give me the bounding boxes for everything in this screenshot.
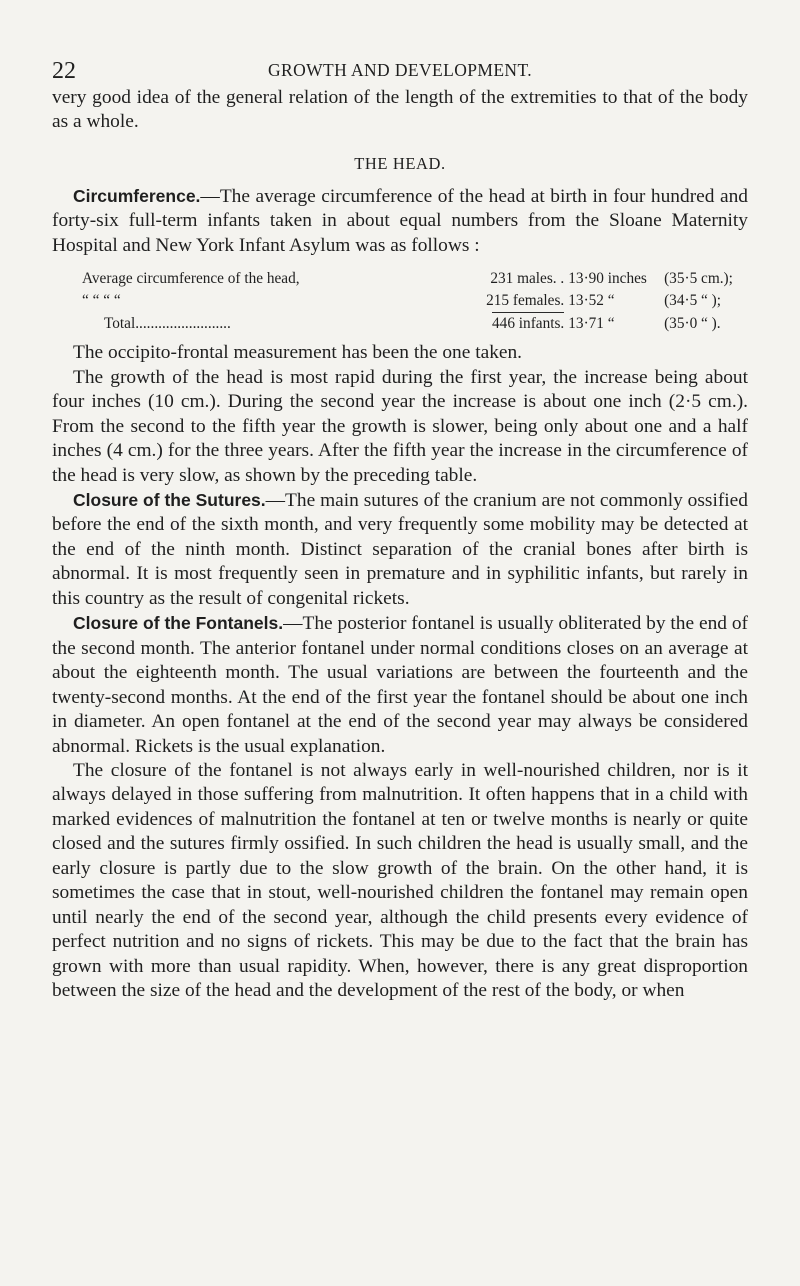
sutures-sidehead: Closure of the Sutures.: [73, 489, 266, 510]
page-number: 22: [52, 58, 76, 84]
circumference-sidehead: Circumference.: [73, 185, 201, 206]
row-count: [426, 312, 568, 335]
row-label: “ “ “ “: [82, 292, 121, 310]
sum-rule: 446 infants.: [492, 312, 564, 335]
circumference-text: —The average circumference of the head at birth in four hundred and forty-six full-term infants taken in about equal numbers from the Sloane Maternity Hospital and New York Infant Asylum was as follows :: [52, 185, 748, 256]
table-row: [52, 268, 748, 290]
final-paragraph: The closure of the fontanel is not always early in well-nourished children, nor is it always delayed in those suffering from malnutrition. It often happens that in a child with marked evidences of malnutrition the fontanel at ten or twelve months is nearly or quite closed and the sutures firmly ossified. In such children the head is usually small, and the early closure is partly due to the slow growth of the brain. On the other hand, it is sometimes the case that in stout, well-nourished children the fontanel may remain open until nearly the end of the second year, although the child presents every evidence of perfect nutrition and no signs of rickets. This may be due to the fact that the brain has grown with more than usual rapidity. When, however, there is any great disproportion between the size of the head and the development of the rest of the body, or when: [52, 759, 748, 1002]
fontanels-paragraph: [52, 611, 748, 759]
fontanels-text: —The posterior fontanel is usually obliterated by the end of the second month. The anterior fontanel under normal conditions closes on an average at about the eighteenth month. The usual variations are between the fourteenth and the twenty-second months. At the end of the first year the fontanel should be about one inch in diameter. An open fontanel at the end of the second year may always be considered abnormal. Rickets is the usual explanation.: [52, 613, 748, 757]
circumference-table: [52, 268, 748, 335]
fontanels-sidehead: Closure of the Fontanels.: [73, 613, 284, 634]
row-count: 215 females.: [486, 292, 565, 310]
page-header: [52, 58, 748, 84]
paragraph: The occipito-frontal measurement has been the one taken.: [73, 342, 523, 364]
row-inches: 13·71 “: [568, 315, 615, 333]
sutures-paragraph: [52, 488, 748, 611]
row-count: 231 males. .: [490, 270, 565, 288]
table-row: [52, 290, 748, 312]
section-heading: THE HEAD.: [354, 153, 446, 173]
page-body: [52, 86, 748, 1004]
opening-paragraph: very good idea of the general relation of the length of the extremities to that of the body as a whole.: [52, 87, 748, 133]
sutures-text: —The main sutures of the cranium are not commonly ossified before the end of the sixth month, and very frequently some mobility may be detected at the end of the ninth month. Distinct separation of the cranial bones after birth is abnormal. It is most frequently seen in premature and in syphilitic infants, but rarely in this country as the result of congenital rickets.: [52, 489, 748, 609]
row-cm: (35·0 “ ).: [664, 315, 721, 333]
row-cm: (35·5 cm.);: [664, 270, 733, 288]
paragraph: The growth of the head is most rapid during the first year, the increase being about four inches (10 cm.). During the second year the increase is about one inch (2·5 cm.). From the second to the fifth year the growth is slower, being only about one and a half inches (4 cm.) for the three years. After the fifth year the increase in the circumference of the head is very slow, as shown by the preceding table.: [52, 366, 748, 486]
circumference-paragraph: [52, 184, 748, 258]
table-row: [52, 312, 748, 335]
row-cm: (34·5 “ );: [664, 292, 721, 310]
running-head: GROWTH AND DEVELOPMENT.: [267, 60, 533, 80]
row-inches: 13·90 inches: [568, 270, 647, 288]
row-label: Total.........................: [104, 315, 231, 333]
row-inches: 13·52 “: [568, 292, 615, 310]
row-label: Average circumference of the head,: [82, 270, 300, 288]
